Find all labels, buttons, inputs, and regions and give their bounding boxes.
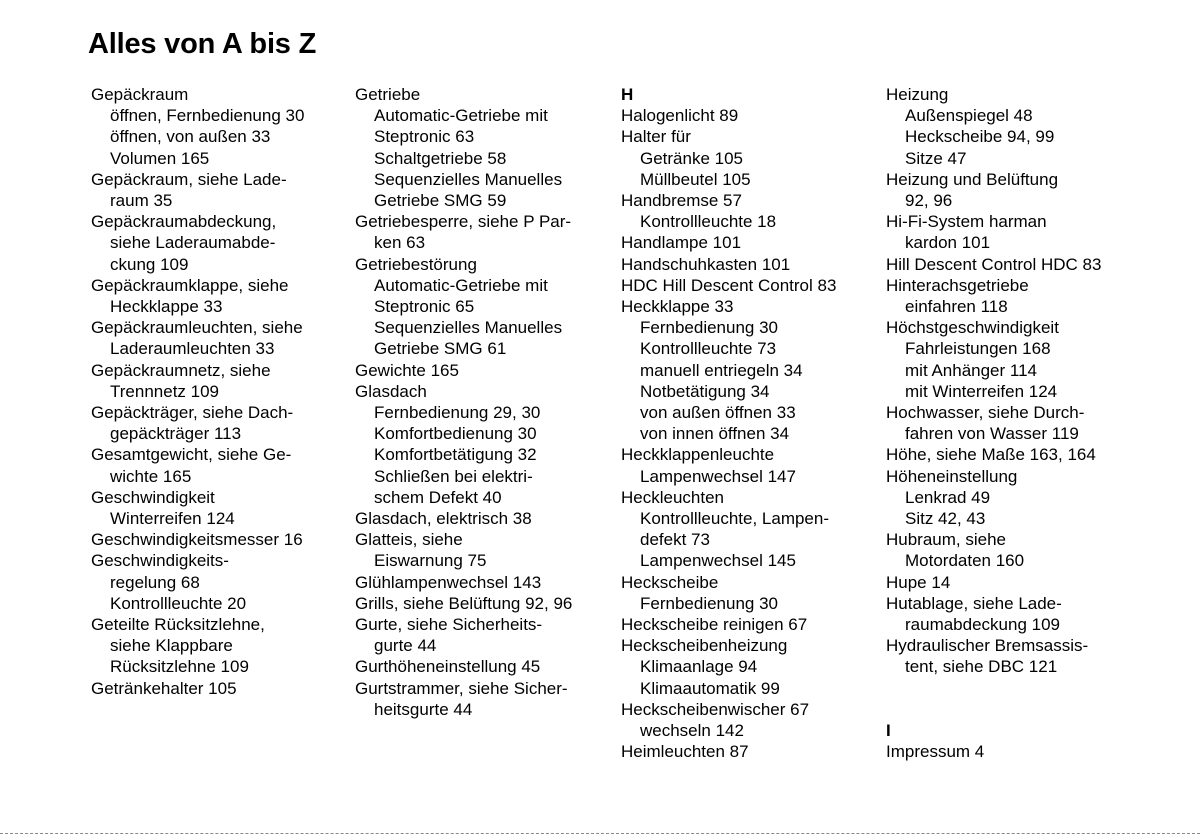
- index-subentry: Komfortbedienung 30: [374, 424, 537, 444]
- index-entry: Hinterachsgetriebe: [886, 275, 1029, 295]
- index-subentry: ckung 109: [110, 254, 189, 274]
- index-entry: Geschwindigkeits-: [91, 551, 229, 571]
- index-subentry: Außenspiegel 48: [905, 106, 1033, 126]
- index-entry: Gepäckraumleuchten, siehe: [91, 318, 303, 338]
- index-subentry: siehe Klappbare: [110, 636, 233, 656]
- index-subentry: regelung 68: [110, 572, 200, 592]
- index-column-2: [355, 84, 620, 720]
- index-subentry: Heckklappe 33: [110, 297, 223, 317]
- index-entry: Getriebesperre, siehe P Par-: [355, 212, 572, 232]
- section-letter: H: [621, 85, 634, 104]
- index-entry: Heckscheibe: [621, 572, 719, 592]
- spacer: [886, 699, 1196, 720]
- index-subentry: Lenkrad 49: [905, 487, 991, 507]
- section-letter: I: [886, 721, 891, 741]
- index-subentry: Fernbedienung 29, 30: [374, 403, 541, 423]
- index-subentry: Winterreifen 124: [110, 509, 235, 529]
- index-entry: Glasdach: [355, 381, 427, 401]
- index-entry: Impressum 4: [886, 742, 985, 762]
- index-subentry: Kontrollleuchte 73: [640, 339, 777, 359]
- index-subentry: von innen öffnen 34: [640, 424, 790, 444]
- index-entry: Gepäckraum, siehe Lade-: [91, 169, 287, 189]
- index-subentry: Sequenzielles Manuelles: [374, 169, 563, 189]
- index-entry: Gepäckraumabdeckung,: [91, 212, 277, 232]
- index-subentry: Automatic-Getriebe mit: [374, 275, 548, 295]
- index-subentry: kardon 101: [905, 233, 991, 253]
- index-subentry: Rücksitzlehne 109: [110, 657, 249, 677]
- index-subentry: Müllbeutel 105: [640, 169, 751, 189]
- index-entry: Heckscheibe reinigen 67: [621, 615, 808, 635]
- index-subentry: Lampenwechsel 147: [640, 466, 796, 486]
- index-subentry: Volumen 165: [110, 148, 210, 168]
- index-column-1: [91, 84, 351, 699]
- index-subentry: ken 63: [374, 233, 426, 253]
- index-entry: Geschwindigkeit: [91, 487, 215, 507]
- index-entry: Gewichte 165: [355, 360, 459, 380]
- index-subentry: Fahrleistungen 168: [905, 339, 1051, 359]
- index-subentry: wechseln 142: [640, 721, 744, 741]
- index-subentry: Fernbedienung 30: [640, 593, 779, 613]
- index-entry: Hubraum, siehe: [886, 530, 1007, 550]
- index-entry: Höhe, siehe Maße 163, 164: [886, 445, 1096, 465]
- index-entry: Gurtstrammer, siehe Sicher-: [355, 678, 568, 698]
- index-subentry: Fernbedienung 30: [640, 318, 779, 338]
- page-title: Alles von A bis Z: [88, 28, 317, 60]
- index-entry: Hupe 14: [886, 572, 951, 592]
- index-subentry: Laderaumleuchten 33: [110, 339, 275, 359]
- index-entry: Höheneinstellung: [886, 466, 1018, 486]
- index-subentry: Notbetätigung 34: [640, 381, 770, 401]
- index-subentry: wichte 165: [110, 466, 192, 486]
- index-entry: Heckleuchten: [621, 487, 725, 507]
- index-entry: Heizung: [886, 85, 949, 104]
- index-subentry: Heckscheibe 94, 99: [905, 127, 1055, 147]
- index-subentry: Steptronic 63: [374, 127, 475, 147]
- index-entry: HDC Hill Descent Control 83: [621, 275, 837, 295]
- index-entry: Halter für: [621, 127, 691, 147]
- index-entry: Glatteis, siehe: [355, 530, 463, 550]
- index-entry: Geteilte Rücksitzlehne,: [91, 615, 265, 635]
- index-subentry: Steptronic 65: [374, 297, 475, 317]
- index-subentry: siehe Laderaumabde-: [110, 233, 276, 253]
- index-entry: Getränkehalter 105: [91, 678, 237, 698]
- index-subentry: gurte 44: [374, 636, 437, 656]
- index-subentry: raumabdeckung 109: [905, 615, 1061, 635]
- index-entry: Gepäckträger, siehe Dach-: [91, 403, 294, 423]
- index-subentry: öffnen, Fernbedienung 30: [110, 106, 305, 126]
- index-entry: Gepäckraumklappe, siehe: [91, 275, 289, 295]
- index-entry: Hill Descent Control HDC 83: [886, 254, 1102, 274]
- index-subentry: einfahren 118: [905, 297, 1008, 317]
- index-entry: Handlampe 101: [621, 233, 742, 253]
- index-column-3: [621, 84, 883, 763]
- index-entry: Glühlampenwechsel 143: [355, 572, 542, 592]
- index-subentry: raum 35: [110, 191, 173, 211]
- index-subentry: Klimaanlage 94: [640, 657, 758, 677]
- index-entry: Hi-Fi-System harman: [886, 212, 1047, 232]
- index-subentry: Schaltgetriebe 58: [374, 148, 507, 168]
- index-subentry: Getränke 105: [640, 148, 744, 168]
- index-entry: Hydraulischer Bremsassis-: [886, 636, 1089, 656]
- index-subentry: schem Defekt 40: [374, 487, 502, 507]
- index-subentry: Kontrollleuchte 18: [640, 212, 777, 232]
- index-subentry: tent, siehe DBC 121: [905, 657, 1058, 677]
- index-subentry: öffnen, von außen 33: [110, 127, 271, 147]
- index-entry: Getriebestörung: [355, 254, 477, 274]
- index-entry: Handbremse 57: [621, 191, 742, 211]
- index-subentry: Komfortbetätigung 32: [374, 445, 537, 465]
- index-entry: Gepäckraum: [91, 85, 189, 104]
- index-subentry: mit Anhänger 114: [905, 360, 1037, 380]
- index-entry: Getriebe: [355, 85, 421, 104]
- index-subentry: von außen öffnen 33: [640, 403, 796, 423]
- index-entry: Heizung und Belüftung: [886, 169, 1059, 189]
- index-entry: Grills, siehe Belüftung 92, 96: [355, 593, 573, 613]
- index-subentry: Getriebe SMG 59: [374, 191, 507, 211]
- index-subentry: heitsgurte 44: [374, 699, 473, 719]
- index-subentry: Eiswarnung 75: [374, 551, 487, 571]
- index-subentry: Kontrollleuchte 20: [110, 593, 247, 613]
- index-subentry: mit Winterreifen 124: [905, 381, 1058, 401]
- index-entry: Glasdach, elektrisch 38: [355, 509, 532, 529]
- index-entry: Gepäckraumnetz, siehe: [91, 360, 271, 380]
- index-subentry: Automatic-Getriebe mit: [374, 106, 548, 126]
- index-entry: Gurte, siehe Sicherheits-: [355, 615, 543, 635]
- index-subentry: Trennnetz 109: [110, 381, 219, 401]
- index-subentry: Kontrollleuchte, Lampen-: [640, 509, 830, 529]
- index-subentry: Sitz 42, 43: [905, 509, 986, 529]
- index-subentry: defekt 73: [640, 530, 710, 550]
- index-subentry: manuell entriegeln 34: [640, 360, 803, 380]
- index-entry: Geschwindigkeitsmesser 16: [91, 530, 303, 550]
- index-subentry: Sequenzielles Manuelles: [374, 318, 563, 338]
- index-subentry: fahren von Wasser 119: [905, 424, 1079, 444]
- index-entry: Höchstgeschwindigkeit: [886, 318, 1059, 338]
- index-entry: Heimleuchten 87: [621, 742, 749, 762]
- index-subentry: Klimaautomatik 99: [640, 678, 780, 698]
- index-subentry: Sitze 47: [905, 148, 967, 168]
- index-entry: Halogenlicht 89: [621, 106, 739, 126]
- index-entry: Heckklappe 33: [621, 297, 734, 317]
- bottom-page-edge: [0, 833, 1200, 834]
- index-entry: Heckklappenleuchte: [621, 445, 775, 465]
- index-entry: Gurthöheneinstellung 45: [355, 657, 541, 677]
- index-entry: Heckscheibenheizung: [621, 636, 788, 656]
- index-subentry: Lampenwechsel 145: [640, 551, 796, 571]
- index-subentry: 92, 96: [905, 191, 953, 211]
- index-entry: Heckscheibenwischer 67: [621, 699, 810, 719]
- index-entry: Gesamtgewicht, siehe Ge-: [91, 445, 292, 465]
- spacer: [886, 678, 1196, 699]
- index-entry: Hochwasser, siehe Durch-: [886, 403, 1085, 423]
- index-subentry: Schließen bei elektri-: [374, 466, 533, 486]
- index-entry: Hutablage, siehe Lade-: [886, 593, 1062, 613]
- index-column-4: [886, 84, 1196, 762]
- index-subentry: Getriebe SMG 61: [374, 339, 507, 359]
- index-subentry: gepäckträger 113: [110, 424, 242, 444]
- index-subentry: Motordaten 160: [905, 551, 1025, 571]
- index-entry: Handschuhkasten 101: [621, 254, 791, 274]
